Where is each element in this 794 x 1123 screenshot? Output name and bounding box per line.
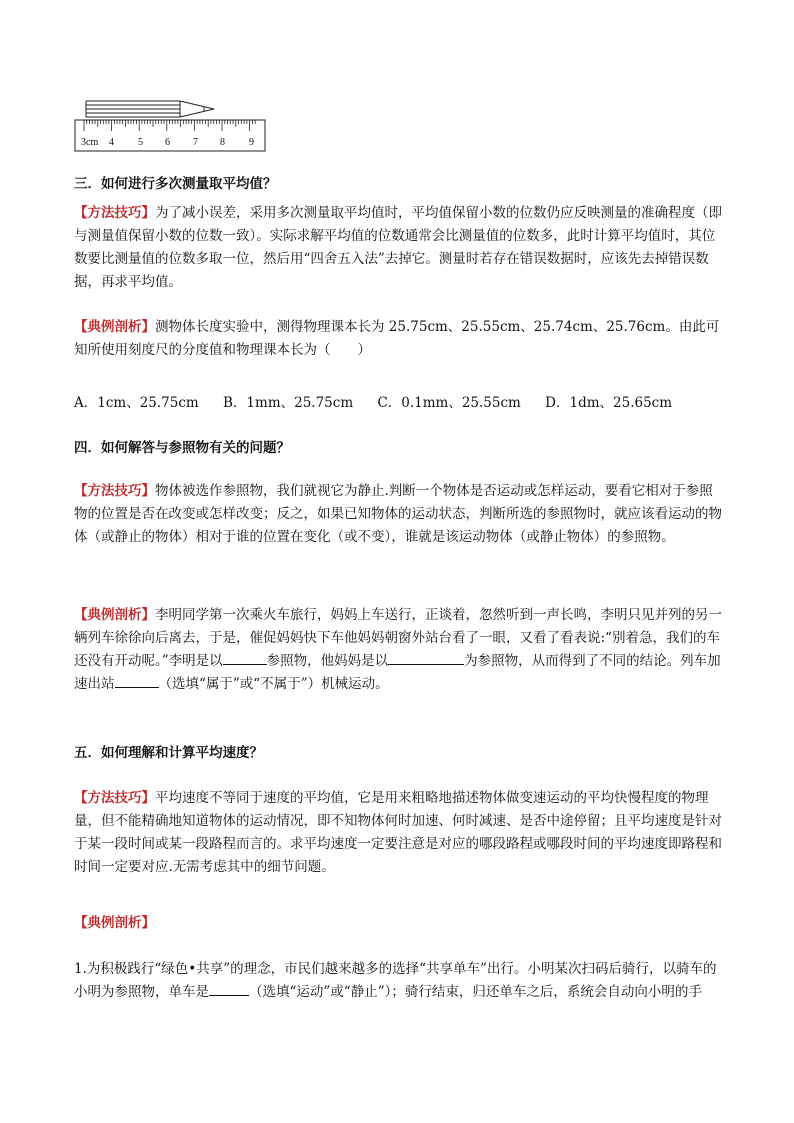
answer-blank-2[interactable] (388, 650, 464, 665)
answer-blank-1[interactable] (223, 650, 267, 665)
option-b: B．1mm、25.75cm (223, 395, 354, 411)
example-tag: 【典例剖析】 (74, 319, 155, 335)
ruler-label-9: 9 (249, 137, 254, 148)
answer-blank-4[interactable] (209, 981, 249, 996)
ruler-figure (74, 98, 266, 152)
method-tag: 【方法技巧】 (74, 790, 155, 806)
ruler-label-6: 6 (165, 137, 170, 148)
example-tag: 【典例剖析】 (74, 915, 155, 931)
section3-heading: 三．如何进行多次测量取平均值？ (74, 176, 277, 192)
section4-example-part1: 李明同学第一次乘火车旅行，妈妈上车送行，正谈着，忽然听到一声长鸣，李明只见并列的另一辆列车徐徐向后离去，于是，催促妈妈快下车他妈妈朝窗外站台看了一眼，又看了看表说:“别着急，我们的车还没有开动呢。”李明是以 (74, 607, 722, 669)
ruler-body (75, 120, 265, 151)
option-a: A．1cm、25.75cm (74, 395, 199, 411)
ruler-label-7: 7 (193, 137, 198, 148)
section4-example-part4: （选填“属于”或“不属于”）机械运动。 (158, 676, 389, 692)
section4-example (74, 604, 724, 696)
section4-method (74, 480, 724, 549)
example-tag: 【典例剖析】 (74, 607, 155, 623)
ruler-label-4: 4 (109, 137, 114, 148)
option-d: D．1dm、25.65cm (545, 395, 673, 411)
section3-example-text: 测物体长度实验中，测得物理课本长为 25.75cm、25.55cm、25.74cm、25.76cm。由此可知所使用刻度尺的分度值和物理课本长为（ ） (74, 319, 720, 358)
section3-method (74, 202, 724, 294)
q1-part2: （选填“运动”或“静止”）；骑行结束，归还单车之后，系统会自动向小明的手 (249, 984, 702, 1000)
answer-blank-3[interactable] (115, 673, 159, 688)
section3-options (74, 392, 724, 415)
ruler-label-8: 8 (220, 137, 225, 148)
ruler-label-3cm: 3cm (81, 137, 99, 148)
option-c: C．0.1mm、25.55cm (377, 395, 521, 411)
method-tag: 【方法技巧】 (74, 483, 155, 499)
section3-example (74, 316, 724, 362)
section4-method-text: 物体被选作参照物，我们就视它为静止.判断一个物体是否运动或怎样运动，要看它相对于参照物的位置是否在改变或怎样改变；反之，如果已知物体的运动状态，判断所选的参照物时，就应该看运动的物体（或静止的物体）相对于谁的位置在变化（或不变），谁就是该运动物体（或静止物体）的参照物。 (74, 483, 722, 545)
pencil-icon (86, 101, 214, 117)
method-tag: 【方法技巧】 (74, 205, 155, 221)
section5-example (74, 912, 724, 935)
section4-example-part2: 参照物，他妈妈是以 (266, 653, 389, 669)
section4-heading: 四．如何解答与参照物有关的问题？ (74, 440, 290, 456)
section3-method-text: 为了减小误差，采用多次测量取平均值时，平均值保留小数的位数仍应反映测量的准确程度（即与测量值保留小数的位数一致）。实际求解平均值的位数通常会比测量值的位数多，此时计算平均值时，其位数要比测量值的位数多取一位，然后用“四舍五入法”去掉它。测量时若存在错误数据时，应该先去掉错误数据，再求平均值。 (74, 205, 722, 290)
section5-method (74, 787, 724, 879)
section5-method-text: 平均速度不等同于速度的平均值，它是用来粗略地描述物体做变速运动的平均快慢程度的物理量，但不能精确地知道物体的运动情况，即不知物体何时加速、何时减速、是否中途停留；且平均速度是针对于某一段时间或某一段路程而言的。求平均速度一定要注意是对应的哪段路程或哪段时间的平均速度即路程和时间一定要对应.无需考虑其中的细节问题。 (74, 790, 722, 875)
q1-part1: 1.为积极践行“绿色•共享”的理念，市民们越来越多的选择“共享单车”出行。小明某次扫码后骑行，以骑车的小明为参照物，单车是 (74, 961, 717, 1000)
section5-heading: 五．如何理解和计算平均速度？ (74, 745, 263, 761)
ruler-label-5: 5 (138, 137, 143, 148)
section5-question1 (74, 958, 724, 1004)
section4-example-part3: 为参照物，从而得到了不同的结论。列车加速出站 (74, 653, 721, 692)
